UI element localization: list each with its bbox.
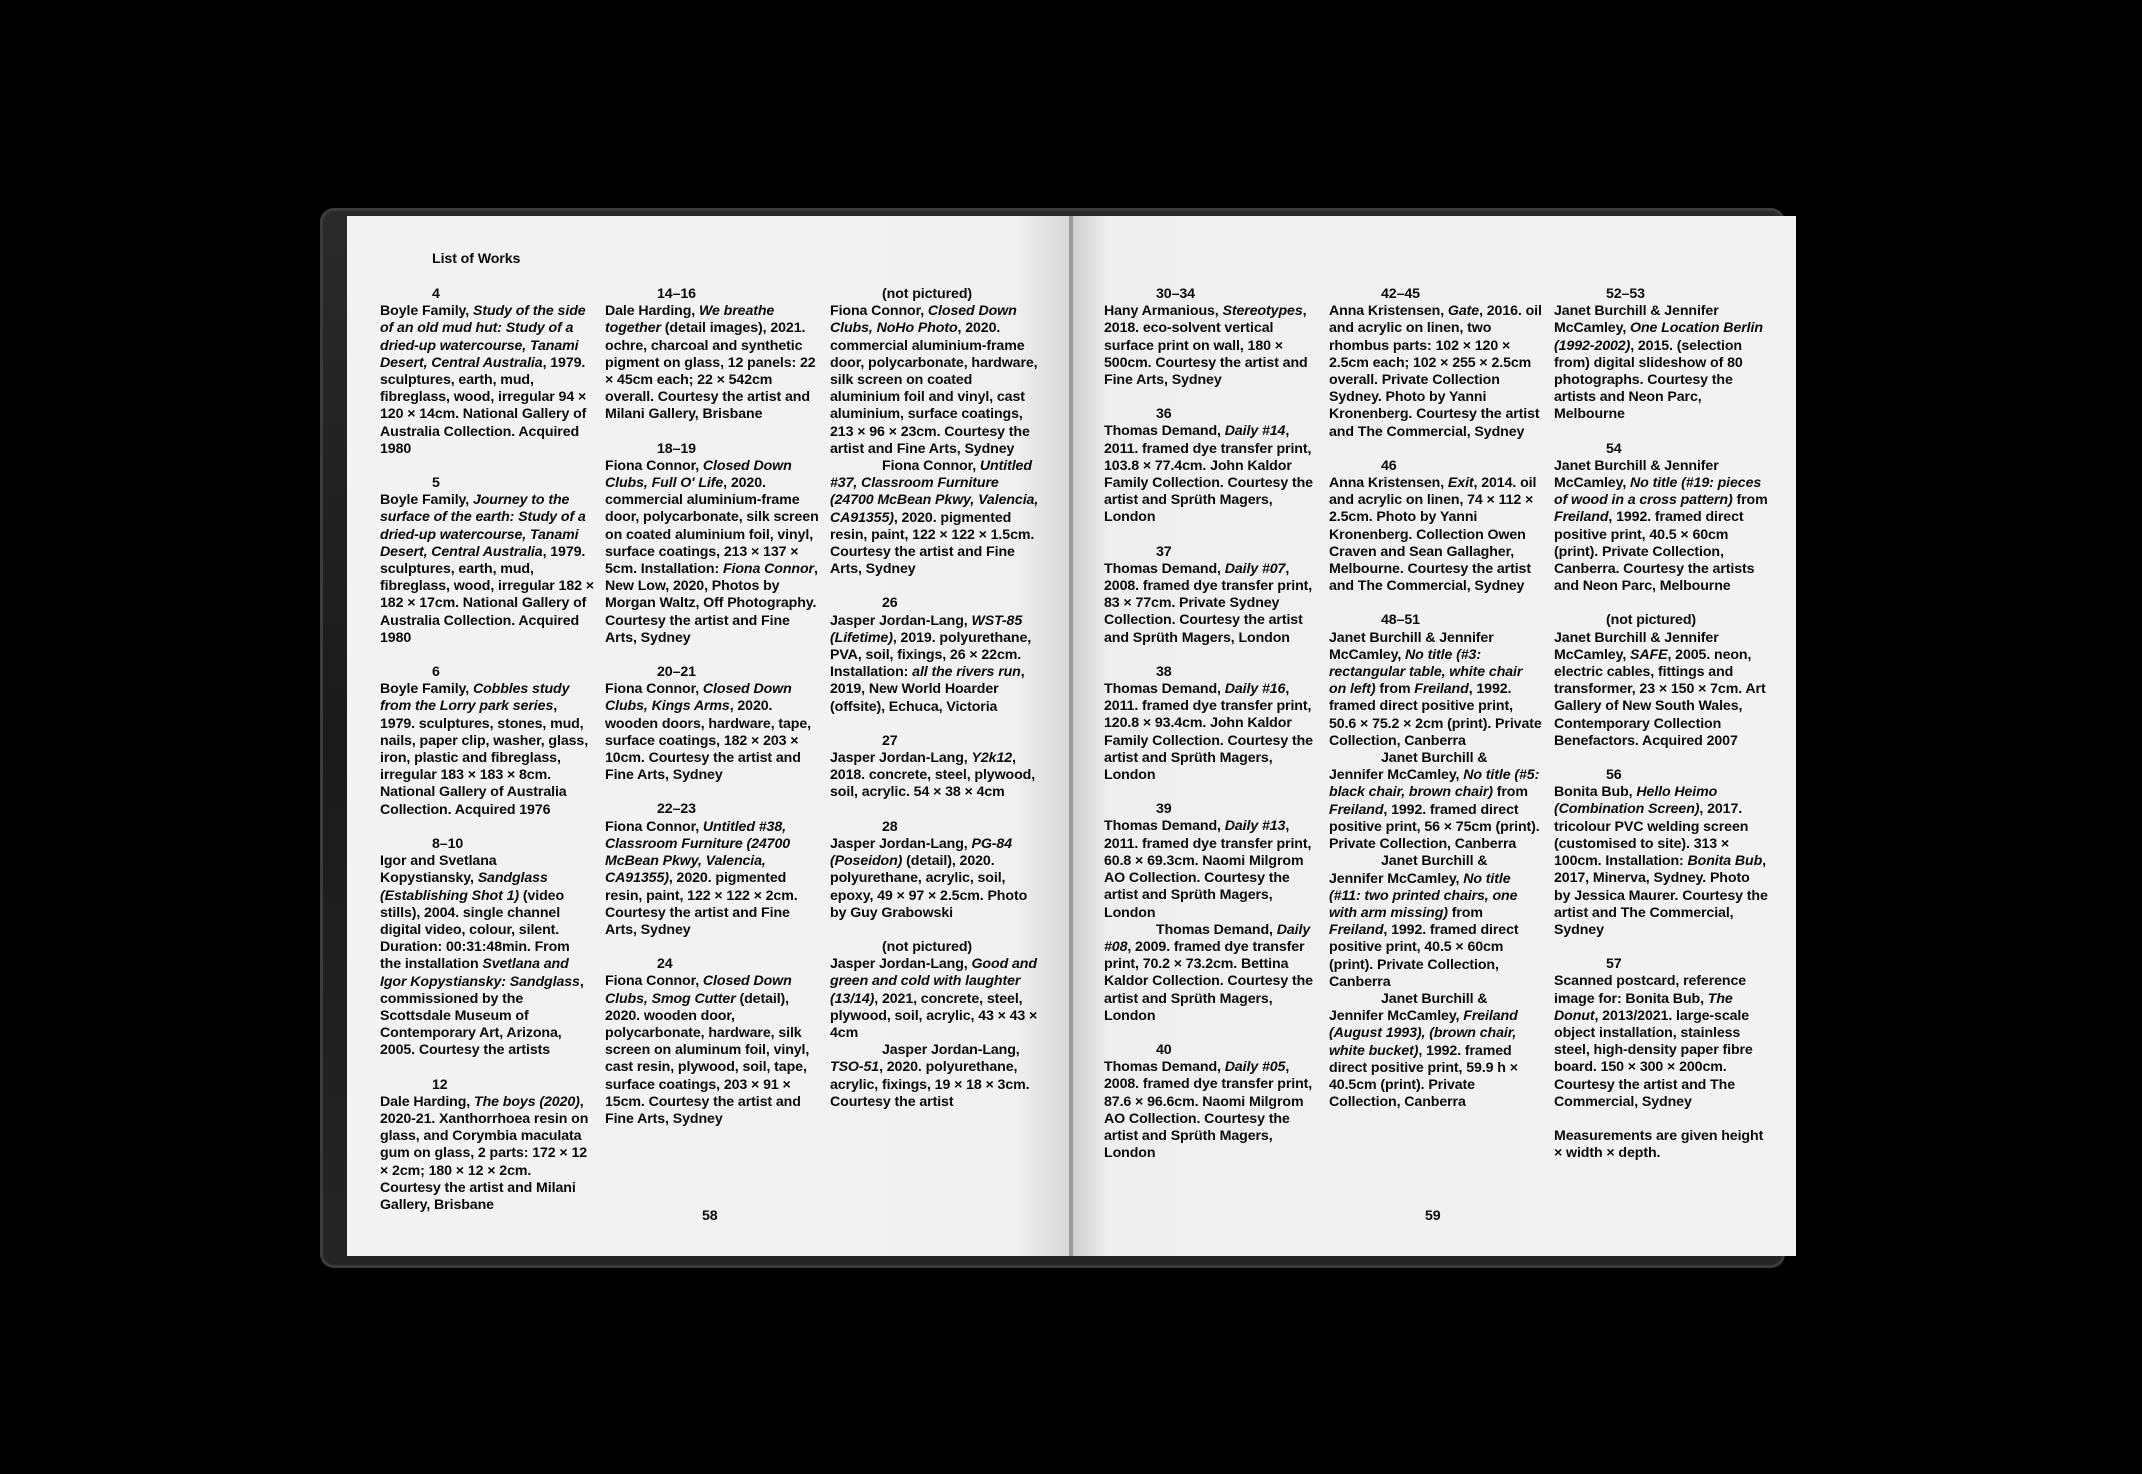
work-title: Svetlana and Igor Kopystiansky: Sandglass bbox=[380, 956, 580, 990]
work-entry bbox=[605, 956, 819, 1128]
work-entry bbox=[1329, 991, 1543, 1111]
work-entry bbox=[1554, 767, 1768, 939]
caption-text: , 2020. commercial aluminium-frame door, polycarbonate, silk screen on coated aluminium foil, vinyl, surface coatings, 213 × 137 × 5cm. Installation: bbox=[605, 475, 819, 578]
caption-text: Janet Burchill & Jennifer McCamley, bbox=[1554, 629, 1719, 663]
caption-text: , 1992. framed direct positive print, 40.5 × 60cm (print). Private Collection, Canberra. Courtesy the artists and Neon Parc, Melbourne bbox=[1554, 509, 1755, 595]
work-title: WST-85 (Lifetime) bbox=[830, 612, 1023, 646]
work-title: Daily #16 bbox=[1224, 681, 1286, 698]
caption-text: , 2018. eco-solvent vertical surface print on wall, 180 × 500cm. Courtesy the artist and Fine Arts, Sydney bbox=[1104, 303, 1308, 389]
caption-text: , 2005. neon, electric cables, fittings and transformer, 23 × 150 × 7cm. Art Gallery of New South Wales, Contemporary Collection Benefactors. Acquired 2007 bbox=[1554, 646, 1766, 749]
work-caption bbox=[380, 303, 594, 458]
work-entry bbox=[1554, 441, 1768, 596]
caption-text: Fiona Connor, bbox=[605, 973, 703, 990]
work-number: 28 bbox=[882, 818, 898, 835]
column-5 bbox=[1329, 286, 1543, 1128]
caption-text: from bbox=[1447, 904, 1483, 921]
work-entry bbox=[1104, 664, 1318, 784]
work-title: Closed Down Clubs, Smog Cutter bbox=[605, 973, 792, 1007]
work-caption bbox=[1104, 681, 1318, 784]
caption-text: , 2017, Minerva, Sydney. Photo by Jessica Maurer. Courtesy the artist and The Commercial, Sydney bbox=[1554, 853, 1768, 938]
work-title: Freiland bbox=[1414, 681, 1469, 698]
work-caption bbox=[1104, 303, 1318, 389]
caption-text: Jasper Jordan-Lang, bbox=[830, 956, 972, 973]
work-title: all the rivers run bbox=[912, 664, 1021, 681]
caption-text: , 2019, New World Hoarder (offsite), Echuca, Victoria bbox=[830, 664, 1025, 715]
work-title: Closed Down Clubs, Full O' Life bbox=[605, 457, 792, 492]
work-entry bbox=[1104, 406, 1318, 526]
work-caption bbox=[1329, 303, 1543, 441]
caption-text: Bonita Bub, bbox=[1554, 784, 1637, 801]
work-caption bbox=[830, 613, 1044, 716]
column-2 bbox=[605, 286, 819, 1145]
caption-text: , 2019. polyurethane, PVA, soil, fixings, 26 × 22cm. Installation: bbox=[830, 629, 1032, 681]
work-entry bbox=[1554, 286, 1768, 424]
work-caption bbox=[1104, 1059, 1318, 1162]
work-caption bbox=[1554, 1128, 1768, 1162]
work-title: Untitled #38, Classroom Furniture (24700 McBean Pkwy, Valencia, CA91355) bbox=[605, 818, 791, 887]
work-title: Freiland bbox=[1329, 922, 1384, 939]
work-caption bbox=[1329, 475, 1543, 595]
caption-text: , 2020. polyurethane, acrylic, fixings, 19 × 18 × 3cm. Courtesy the artist bbox=[830, 1059, 1030, 1110]
work-title: The Donut bbox=[1554, 990, 1733, 1024]
caption-text: , New Low, 2020, Photos by Morgan Waltz, Off Photography. Courtesy the artist and Fine Arts, Sydney bbox=[605, 561, 818, 646]
caption-text: Scanned postcard, reference image for: Bonita Bub, bbox=[1554, 973, 1747, 1007]
work-entry bbox=[830, 595, 1044, 715]
caption-text: Boyle Family, bbox=[380, 492, 473, 509]
work-entry bbox=[380, 475, 594, 647]
page-number-left: 58 bbox=[702, 1208, 718, 1224]
work-number: 5 bbox=[432, 475, 440, 492]
caption-text: Janet Burchill & Jennifer McCamley, bbox=[1554, 457, 1719, 492]
work-number: 40 bbox=[1156, 1041, 1172, 1058]
work-caption bbox=[605, 458, 819, 647]
work-title: SAFE bbox=[1630, 646, 1668, 663]
work-title: Daily #13 bbox=[1224, 818, 1286, 835]
work-entry bbox=[1104, 286, 1318, 389]
work-title: Freiland (August 1993), (brown chair, white bucket) bbox=[1329, 1008, 1518, 1059]
work-title: Stereotypes bbox=[1222, 303, 1303, 320]
caption-text: , 1979. sculptures, stones, mud, nails, paper clip, washer, glass, iron, plastic and fibreglass, irregular 183 × 183 × 8cm. National Gallery of Australia Collection. Acquired 1976 bbox=[380, 698, 589, 818]
work-number: 46 bbox=[1381, 457, 1397, 474]
work-caption bbox=[605, 303, 819, 423]
work-caption bbox=[1104, 922, 1318, 1025]
caption-text: Boyle Family, bbox=[380, 303, 473, 320]
caption-text: Janet Burchill & Jennifer McCamley, bbox=[1554, 303, 1719, 337]
caption-text: (detail images), 2021. ochre, charcoal and synthetic pigment on glass, 12 panels: 22 × 45cm each; 22 × 542cm overall. Courtesy the artist and Milani Gallery, Brisbane bbox=[605, 320, 816, 423]
caption-text: from bbox=[1492, 784, 1528, 801]
work-title: Hello Heimo (Combination Screen) bbox=[1554, 784, 1718, 818]
caption-text: , 2011. framed dye transfer print, 60.8 × 69.3cm. Naomi Milgrom AO Collection. Courtesy the artist and Sprüth Magers, London bbox=[1104, 818, 1312, 921]
caption-text: Fiona Connor, bbox=[605, 818, 703, 835]
work-number: 54 bbox=[1606, 440, 1622, 457]
work-entry bbox=[1104, 922, 1318, 1025]
caption-text: , 2013/2021. large-scale object installation, stainless steel, high-density paper fibre board. 150 × 300 × 200cm. Courtesy the artist and The Commercial, Sydney bbox=[1554, 1007, 1753, 1110]
work-entry bbox=[1554, 956, 1768, 1111]
work-entry bbox=[380, 286, 594, 458]
caption-text: Jasper Jordan-Lang, bbox=[830, 612, 972, 629]
work-entry bbox=[1104, 544, 1318, 647]
work-entry bbox=[380, 664, 594, 819]
caption-text: Thomas Demand, bbox=[1104, 560, 1225, 577]
work-entry bbox=[380, 836, 594, 1060]
caption-text: from bbox=[1732, 492, 1768, 509]
column-6 bbox=[1554, 286, 1768, 1179]
caption-text: Dale Harding, bbox=[605, 303, 699, 320]
caption-text: , 2015. (selection from) digital slideshow of 80 photographs. Courtesy the artists and Neon Parc, Melbourne bbox=[1554, 337, 1743, 423]
caption-text: (video stills), 2004. single channel digital video, colour, silent. Duration: 00:31:48min. From the installation bbox=[380, 887, 570, 973]
caption-text: Jasper Jordan-Lang, bbox=[830, 835, 972, 852]
work-entry bbox=[1329, 458, 1543, 596]
caption-text: (detail), 2020. polyurethane, acrylic, soil, epoxy, 49 × 97 × 2.5cm. Photo by Guy Grabowski bbox=[830, 853, 1028, 921]
caption-text: , 2020. pigmented resin, paint, 122 × 122 × 2cm. Courtesy the artist and Fine Arts, Sydney bbox=[605, 870, 798, 938]
work-title: Daily #07 bbox=[1224, 560, 1286, 577]
caption-text: from bbox=[1375, 681, 1415, 698]
caption-text: Fiona Connor, bbox=[605, 457, 703, 474]
caption-text: Boyle Family, bbox=[380, 681, 473, 698]
caption-text: , 1992. framed direct positive print, 59.9 h × 40.5cm (print). Private Collection, Canberra bbox=[1329, 1042, 1518, 1111]
work-title: No title (#19: pieces of wood in a cross pattern) bbox=[1554, 475, 1762, 509]
caption-text: , commissioned by the Scottsdale Museum of Contemporary Art, Arizona, 2005. Courtesy the artists bbox=[380, 973, 584, 1059]
caption-text: , 2008. framed dye transfer print, 87.6 × 96.6cm. Naomi Milgrom AO Collection. Courtesy the artist and Sprüth Magers, London bbox=[1104, 1059, 1313, 1162]
work-entry bbox=[1554, 612, 1768, 750]
work-title: We breathe together bbox=[605, 303, 775, 337]
caption-text: Janet Burchill & Jennifer McCamley, bbox=[1329, 853, 1488, 887]
work-entry bbox=[830, 819, 1044, 922]
caption-text: Anna Kristensen, bbox=[1329, 303, 1448, 320]
page-left bbox=[347, 216, 1071, 1256]
work-caption bbox=[605, 973, 819, 1128]
work-caption bbox=[1104, 818, 1318, 921]
work-entry bbox=[830, 458, 1044, 578]
caption-text: , 2008. framed dye transfer print, 83 × 77cm. Private Sydney Collection. Courtesy the artist and Sprüth Magers, London bbox=[1104, 560, 1313, 646]
work-caption bbox=[1554, 973, 1768, 1111]
work-title: Gate bbox=[1447, 303, 1480, 320]
caption-text: Fiona Connor, bbox=[882, 458, 980, 475]
column-4 bbox=[1104, 286, 1318, 1179]
work-title: Sandglass (Establishing Shot 1) bbox=[380, 870, 548, 904]
work-caption bbox=[1329, 853, 1543, 991]
caption-text: , 2017. tricolour PVC welding screen (customised to site). 313 × 100cm. Installation: bbox=[1554, 801, 1749, 870]
work-entry bbox=[1104, 801, 1318, 921]
caption-text: Janet Burchill & Jennifer McCamley, bbox=[1329, 750, 1488, 784]
work-entry bbox=[1329, 750, 1543, 853]
caption-text: Igor and Svetlana Kopystiansky, bbox=[380, 853, 497, 887]
work-entry bbox=[1329, 286, 1543, 441]
work-entry bbox=[605, 441, 819, 647]
caption-text: , 2016. oil and acrylic on linen, two rhombus parts: 102 × 120 × 2.5cm each; 102 × 255 × 2.5cm overall. Private Collection Sydney. Photo by Yanni Kronenberg. Courtesy the artist and The Commercial, Sydney bbox=[1329, 303, 1542, 440]
work-title: No title (#5: black chair, brown chair) bbox=[1329, 767, 1540, 801]
caption-text: Dale Harding, bbox=[380, 1093, 474, 1110]
work-title: Bonita Bub bbox=[1687, 853, 1763, 870]
work-number: 4 bbox=[432, 286, 440, 302]
work-number: (not pictured) bbox=[882, 286, 973, 302]
work-caption bbox=[830, 1042, 1044, 1111]
work-title: Daily #08 bbox=[1104, 921, 1311, 955]
caption-text: Janet Burchill & Jennifer McCamley, bbox=[1329, 629, 1494, 663]
caption-text: Thomas Demand, bbox=[1104, 681, 1225, 698]
work-title: No title (#11: two printed chairs, one with arm missing) bbox=[1329, 870, 1518, 921]
work-number: 42–45 bbox=[1381, 286, 1420, 302]
work-number: 6 bbox=[432, 664, 440, 681]
work-title: Cobbles study from the Lorry park series bbox=[380, 681, 570, 715]
work-entry bbox=[605, 801, 819, 939]
caption-text: , 2020. commercial aluminium-frame door, polycarbonate, hardware, silk screen on coated aluminium foil and vinyl, cast aluminium, surface coatings, 213 × 96 × 23cm. Courtesy the artist and Fine Arts, Sydney bbox=[830, 320, 1038, 457]
work-number: 30–34 bbox=[1156, 286, 1195, 302]
work-title: Fiona Connor bbox=[722, 561, 814, 578]
work-number: (not pictured) bbox=[882, 938, 973, 955]
caption-text: , 1992. framed direct positive print, 50.6 × 75.2 × 2cm (print). Private Collection, Canberra bbox=[1329, 681, 1542, 749]
work-title: Closed Down Clubs, Kings Arms bbox=[605, 681, 792, 715]
work-number: 27 bbox=[882, 732, 898, 749]
work-title: Daily #05 bbox=[1224, 1059, 1286, 1076]
work-title: No title (#3: rectangular table, white chair on left) bbox=[1329, 646, 1523, 698]
work-entry bbox=[1554, 1128, 1768, 1162]
caption-text: Fiona Connor, bbox=[605, 681, 703, 698]
work-caption bbox=[1554, 303, 1768, 423]
caption-text: , 2018. concrete, steel, plywood, soil, acrylic. 54 × 38 × 4cm bbox=[830, 750, 1036, 801]
work-caption bbox=[380, 1094, 594, 1214]
column-3 bbox=[830, 286, 1044, 1128]
caption-text: , 1979. sculptures, earth, mud, fibreglass, wood, irregular 94 × 120 × 14cm. National Gallery of Australia Collection. Acquired 1980 bbox=[380, 354, 587, 457]
caption-text: , 2020. pigmented resin, paint, 122 × 122 × 1.5cm. Courtesy the artist and Fine Arts, Sydney bbox=[830, 509, 1035, 578]
work-caption bbox=[830, 836, 1044, 922]
work-entry bbox=[1329, 853, 1543, 991]
caption-text: , 2011. framed dye transfer print, 103.8 × 77.4cm. John Kaldor Family Collection. Courtesy the artist and Sprüth Magers, London bbox=[1104, 423, 1313, 526]
work-number: 22–23 bbox=[657, 801, 696, 818]
caption-text: (detail), 2020. wooden door, polycarbonate, hardware, silk screen on aluminum foil, vinyl, cast resin, plywood, soil, tape, surface coatings, 203 × 91 × 15cm. Courtesy the artist and Fine Arts, Sydney bbox=[605, 990, 810, 1127]
work-caption bbox=[1329, 750, 1543, 853]
work-title: Untitled #37, Classroom Furniture (24700 McBean Pkwy, Valencia, CA91355) bbox=[830, 458, 1039, 526]
work-number: 57 bbox=[1606, 956, 1622, 973]
work-number: 20–21 bbox=[657, 664, 696, 681]
work-entry bbox=[830, 1042, 1044, 1111]
work-caption bbox=[380, 853, 594, 1059]
work-entry bbox=[380, 1077, 594, 1215]
work-number: 24 bbox=[657, 956, 673, 973]
column-1 bbox=[380, 286, 594, 1231]
caption-text: , 1992. framed direct positive print, 56 × 75cm (print). Private Collection, Canberra bbox=[1329, 801, 1540, 853]
work-number: 26 bbox=[882, 595, 898, 612]
work-caption bbox=[380, 681, 594, 819]
work-caption bbox=[380, 492, 594, 647]
work-title: Y2k12 bbox=[971, 750, 1013, 767]
caption-text: , 1979. sculptures, earth, mud, fibreglass, wood, irregular 182 × 182 × 17cm. National Gallery of Australia Collection. Acquired 1980 bbox=[380, 543, 594, 646]
work-caption bbox=[1104, 561, 1318, 647]
work-number: 36 bbox=[1156, 406, 1172, 423]
work-title: Exit bbox=[1447, 475, 1474, 492]
caption-text: Thomas Demand, bbox=[1156, 921, 1277, 938]
caption-text: , 2009. framed dye transfer print, 70.2 × 73.2cm. Bettina Kaldor Collection. Courtesy the artist and Sprüth Magers, London bbox=[1104, 938, 1313, 1024]
work-title: Daily #14 bbox=[1224, 423, 1286, 440]
work-caption bbox=[830, 303, 1044, 458]
work-title: Freiland bbox=[1554, 509, 1609, 526]
work-caption bbox=[1329, 991, 1543, 1111]
work-number: 39 bbox=[1156, 801, 1172, 818]
work-number: (not pictured) bbox=[1606, 612, 1697, 629]
caption-text: Jasper Jordan-Lang, bbox=[882, 1042, 1020, 1059]
work-number: 52–53 bbox=[1606, 286, 1645, 302]
caption-text: , 2011. framed dye transfer print, 120.8 × 93.4cm. John Kaldor Family Collection. Courtesy the artist and Sprüth Magers, London bbox=[1104, 681, 1313, 784]
work-title: Study of the side of an old mud hut: Study of a dried-up watercourse, Tanami Desert, Central Australia bbox=[380, 303, 586, 371]
caption-text: Measurements are given height × width × depth. bbox=[1554, 1127, 1764, 1162]
work-title: TSO-51 bbox=[830, 1059, 880, 1076]
work-title: PG-84 (Poseidon) bbox=[830, 835, 1013, 870]
work-title: Journey to the surface of the earth: Study of a dried-up watercourse, Tanami Desert, Central Australia bbox=[380, 492, 586, 560]
work-caption bbox=[1554, 784, 1768, 939]
work-entry bbox=[1329, 612, 1543, 750]
caption-text: , 2014. oil and acrylic on linen, 74 × 112 × 2.5cm. Photo by Yanni Kronenberg. Collection Owen Craven and Sean Gallagher, Melbourne. Courtesy the artist and The Commercial, Sydney bbox=[1329, 475, 1537, 595]
work-title: The boys (2020) bbox=[474, 1093, 580, 1110]
caption-text: Fiona Connor, bbox=[830, 303, 928, 320]
work-title: One Location Berlin (1992-2002) bbox=[1554, 320, 1763, 354]
page-header: List of Works bbox=[432, 251, 521, 267]
work-caption bbox=[605, 819, 819, 939]
caption-text: , 2020. wooden doors, hardware, tape, surface coatings, 182 × 203 × 10cm. Courtesy the artist and Fine Arts, Sydney bbox=[605, 698, 812, 784]
caption-text: Thomas Demand, bbox=[1104, 1059, 1225, 1076]
work-title: Freiland bbox=[1329, 801, 1384, 818]
work-caption bbox=[830, 956, 1044, 1042]
caption-text: Thomas Demand, bbox=[1104, 423, 1225, 440]
work-title: Good and green and cold with laughter (13/14) bbox=[830, 956, 1037, 1007]
work-caption bbox=[605, 681, 819, 784]
caption-text: Anna Kristensen, bbox=[1329, 475, 1448, 492]
page-right bbox=[1073, 216, 1796, 1256]
caption-text: Thomas Demand, bbox=[1104, 818, 1225, 835]
work-caption bbox=[1329, 630, 1543, 750]
caption-text: , 2020-21. Xanthorrhoea resin on glass, and Corymbia maculata gum on glass, 2 parts: 172 × 12 × 2cm; 180 × 12 × 2cm. Courtesy the artist and Milani Gallery, Brisbane bbox=[380, 1093, 589, 1213]
caption-text: , 2021, concrete, steel, plywood, soil, acrylic, 43 × 43 × 4cm bbox=[830, 990, 1038, 1041]
work-caption bbox=[1104, 423, 1318, 526]
work-number: 14–16 bbox=[657, 286, 696, 302]
work-title: Closed Down Clubs, NoHo Photo bbox=[830, 303, 1017, 337]
work-entry bbox=[830, 733, 1044, 802]
work-number: 18–19 bbox=[657, 440, 696, 457]
page-number-right: 59 bbox=[1425, 1208, 1441, 1224]
work-number: 38 bbox=[1156, 663, 1172, 680]
work-entry bbox=[605, 664, 819, 784]
work-entry bbox=[1104, 1042, 1318, 1162]
work-number: 56 bbox=[1606, 767, 1622, 784]
work-number: 12 bbox=[432, 1076, 448, 1093]
work-number: 48–51 bbox=[1381, 612, 1420, 629]
work-number: 8–10 bbox=[432, 835, 464, 852]
work-number: 37 bbox=[1156, 543, 1172, 560]
caption-text: Jasper Jordan-Lang, bbox=[830, 750, 972, 767]
work-entry bbox=[830, 939, 1044, 1042]
work-entry bbox=[605, 286, 819, 424]
work-caption bbox=[1554, 458, 1768, 596]
work-caption bbox=[830, 750, 1044, 802]
work-caption bbox=[830, 458, 1044, 578]
work-caption bbox=[1554, 630, 1768, 750]
caption-text: Hany Armanious, bbox=[1104, 303, 1223, 320]
work-entry bbox=[830, 286, 1044, 458]
caption-text: Janet Burchill & Jennifer McCamley, bbox=[1329, 990, 1488, 1025]
caption-text: , 1992. framed direct positive print, 40.5 × 60cm (print). Private Collection, Canberra bbox=[1329, 922, 1519, 990]
